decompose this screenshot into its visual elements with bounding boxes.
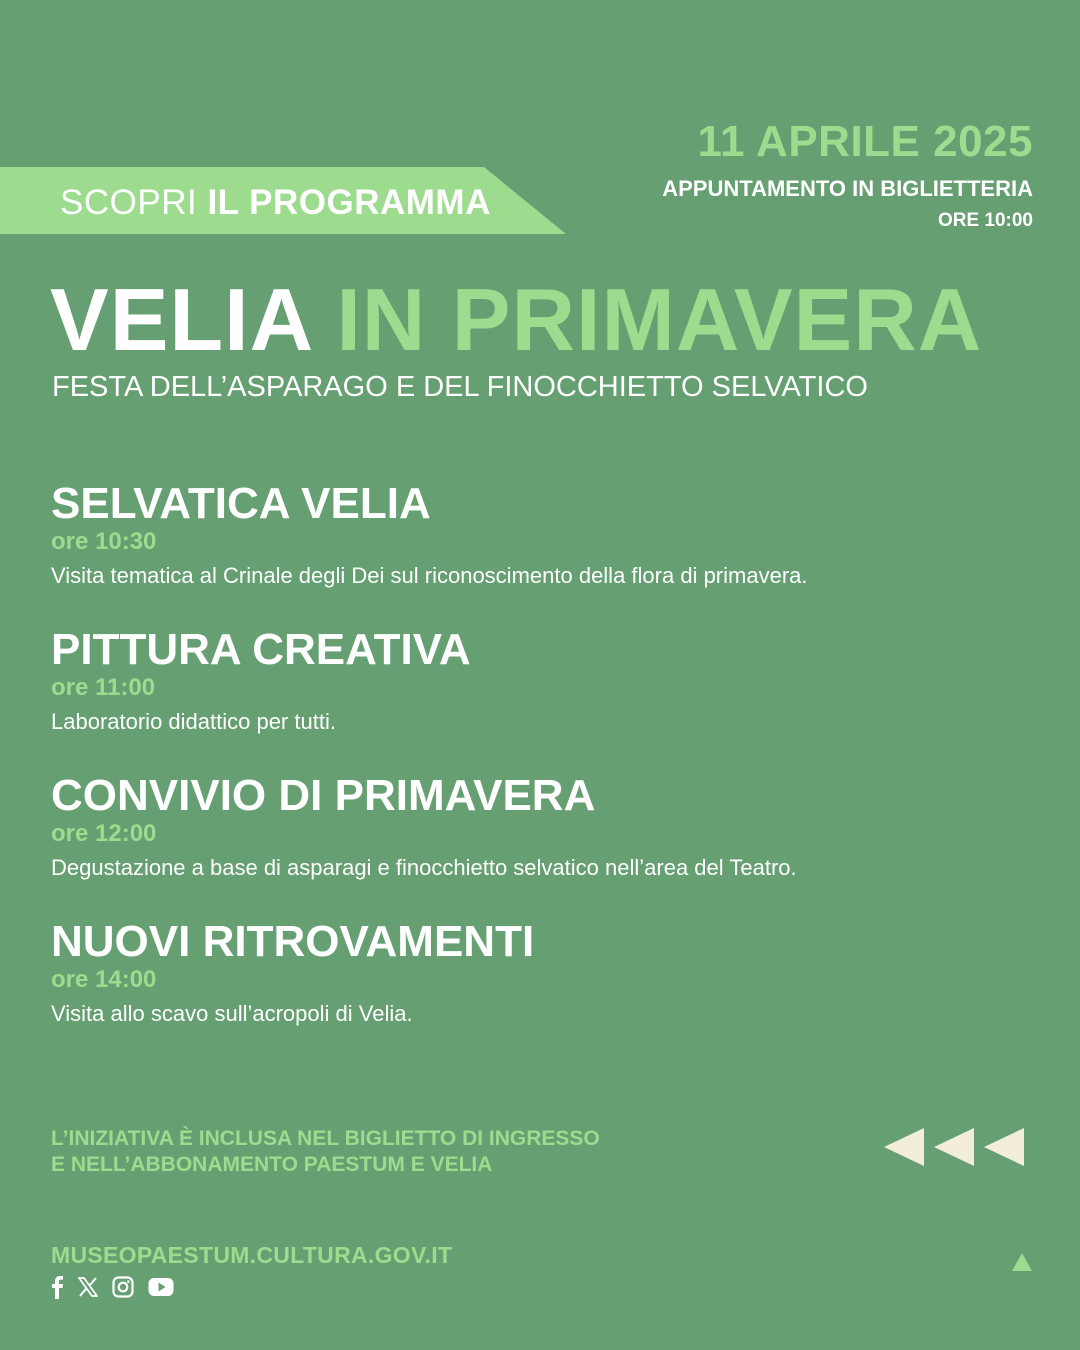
website-link[interactable]: MUSEOPAESTUM.CULTURA.GOV.IT [51, 1242, 453, 1268]
event-time: ore 12:00 [51, 820, 157, 847]
triangle-up-icon [1011, 1252, 1033, 1272]
events-list [51, 478, 1031, 1062]
event-item [51, 624, 1031, 770]
social-links [50, 1277, 174, 1301]
date-block [662, 118, 1033, 232]
facebook-icon[interactable] [50, 1275, 64, 1304]
banner-light-text: SCOPRI [60, 183, 198, 222]
page-subtitle: FESTA DELL’ASPARAGO E DEL FINOCCHIETTO SELVATICO [52, 371, 868, 403]
event-time: ore 14:00 [51, 966, 157, 993]
event-name: NUOVI RITROVAMENTI [51, 917, 535, 966]
event-name: PITTURA CREATIVA [51, 625, 471, 674]
ticket-note-line: E NELL’ABBONAMENTO PAESTUM E VELIA [51, 1153, 493, 1176]
event-name: SELVATICA VELIA [51, 479, 431, 528]
event-description: Visita allo scavo sull’acropoli di Velia. [51, 1001, 413, 1026]
banner-bold-text: IL PROGRAMMA [207, 183, 491, 222]
event-item [51, 770, 1031, 916]
page-title [50, 272, 982, 368]
ticket-note [51, 1126, 600, 1178]
event-item [51, 916, 1031, 1062]
event-item [51, 478, 1031, 624]
title-white: VELIA [50, 270, 311, 369]
event-description: Degustazione a base di asparagi e finocchietto selvatico nell’area del Teatro. [51, 855, 797, 880]
meeting-point: APPUNTAMENTO IN BIGLIETTERIA [662, 176, 1033, 201]
ticket-note-line: L’INIZIATIVA È INCLUSA NEL BIGLIETTO DI INGRESSO [51, 1127, 600, 1150]
event-date: 11 APRILE 2025 [697, 117, 1033, 166]
x-icon[interactable] [78, 1277, 98, 1302]
youtube-icon[interactable] [148, 1277, 174, 1302]
program-banner-label [60, 183, 491, 223]
event-description: Laboratorio didattico per tutti. [51, 709, 336, 734]
meeting-time: ORE 10:00 [937, 210, 1033, 231]
event-time: ore 10:30 [51, 528, 157, 555]
event-name: CONVIVIO DI PRIMAVERA [51, 771, 596, 820]
event-description: Visita tematica al Crinale degli Dei sul riconoscimento della flora di primavera. [51, 563, 808, 588]
instagram-icon[interactable] [112, 1276, 134, 1303]
rewind-arrows-icon [882, 1126, 1027, 1168]
event-time: ore 11:00 [51, 674, 156, 701]
title-green: IN PRIMAVERA [336, 270, 983, 369]
